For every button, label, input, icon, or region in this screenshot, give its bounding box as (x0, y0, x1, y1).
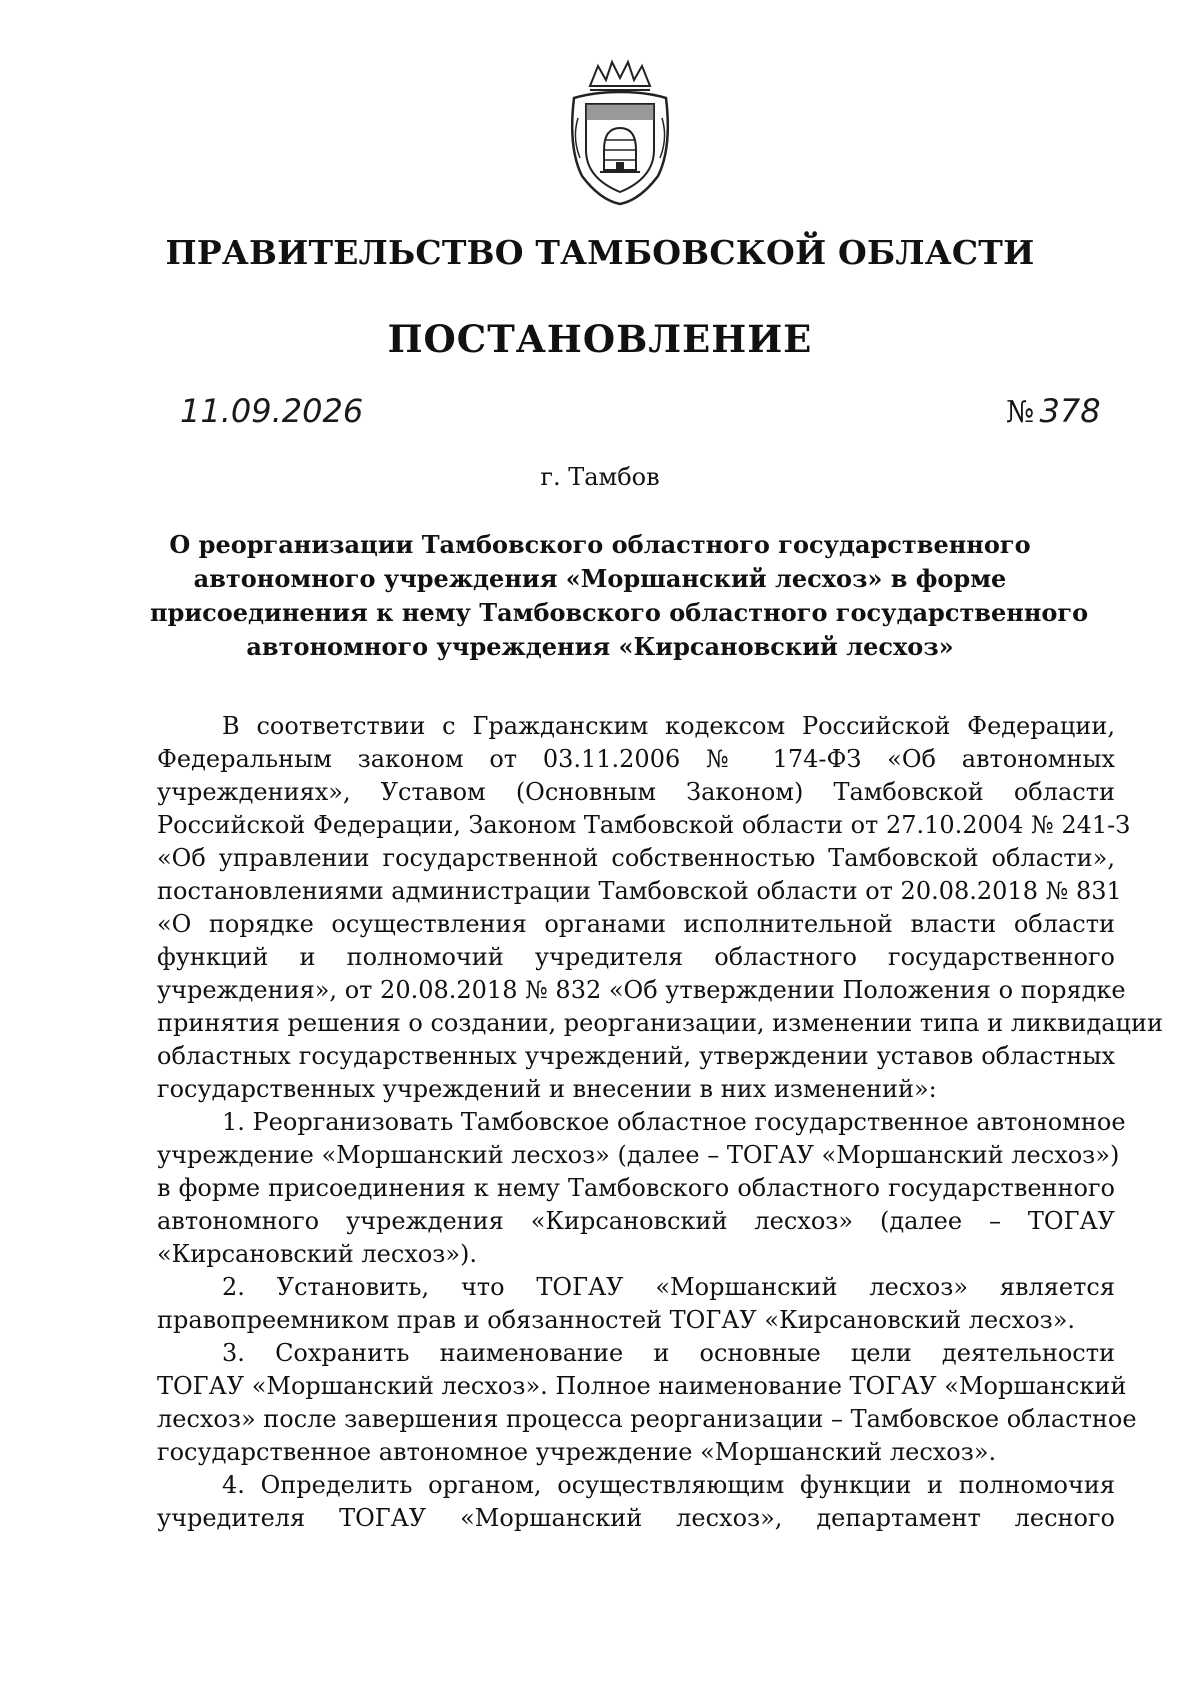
text-line: лесхоз» после завершения процесса реорганизации – Тамбовское областное (157, 1405, 1137, 1433)
document-body (157, 710, 1163, 1535)
title-line: автономного учреждения «Кирсановский лесхоз» (246, 632, 954, 661)
text-line: 1. Реорганизовать Тамбовское областное государственное автономное (222, 1108, 1126, 1136)
text-line: «Кирсановский лесхоз»). (157, 1240, 478, 1268)
text-line: учреждение «Моршанский лесхоз» (далее – ТОГАУ «Моршанский лесхоз») (157, 1141, 1120, 1169)
text-line: учреждения», от 20.08.2018 № 832 «Об утверждении Положения о порядке (157, 976, 1126, 1004)
text-line: 2. Установить, что ТОГАУ «Моршанский лесхоз» является (222, 1273, 1115, 1301)
text-line: принятия решения о создании, реорганизации, изменении типа и ликвидации (157, 1009, 1163, 1037)
text-line: правопреемником прав и обязанностей ТОГАУ «Кирсановский лесхоз». (157, 1306, 1076, 1334)
text-line: функций и полномочий учредителя областного государственного (157, 943, 1115, 971)
text-line: государственных учреждений и внесении в них изменений»: (157, 1075, 937, 1103)
preamble-paragraph (157, 710, 1163, 1106)
text-line: учреждениях», Уставом (Основным Законом) Тамбовской области (157, 778, 1115, 806)
document-date: 11.09.2026 (180, 392, 364, 430)
text-line: автономного учреждения «Кирсановский лесхоз» (далее – ТОГАУ (157, 1207, 1115, 1235)
government-name: ПРАВИТЕЛЬСТВО ТАМБОВСКОЙ ОБЛАСТИ (165, 233, 1035, 272)
clause-4 (157, 1469, 1115, 1535)
title-line: О реорганизации Тамбовского областного государственного (169, 530, 1031, 559)
text-line: 3. Сохранить наименование и основные цели деятельности (222, 1339, 1115, 1367)
document-title (150, 528, 1089, 664)
text-line: областных государственных учреждений, утверждении уставов областных (157, 1042, 1115, 1070)
number-sign: № (1006, 395, 1035, 430)
text-line: ТОГАУ «Моршанский лесхоз». Полное наименование ТОГАУ «Моршанский (157, 1372, 1127, 1400)
text-line: учредителя ТОГАУ «Моршанский лесхоз», департамент лесного (157, 1504, 1115, 1532)
clause-1 (157, 1106, 1126, 1271)
text-line: в форме присоединения к нему Тамбовского областного государственного (157, 1174, 1115, 1202)
city: г. Тамбов (540, 463, 660, 491)
text-line: «Об управлении государственной собственностью Тамбовской области», (157, 844, 1115, 872)
document-type: ПОСТАНОВЛЕНИЕ (387, 317, 813, 361)
text-line: Российской Федерации, Законом Тамбовской области от 27.10.2004 № 241-З (157, 811, 1131, 839)
title-line: присоединения к нему Тамбовского областного государственного (150, 598, 1089, 627)
text-line: 4. Определить органом, осуществляющим функции и полномочия (222, 1471, 1115, 1499)
text-line: В соответствии с Гражданским кодексом Российской Федерации, (222, 712, 1115, 740)
text-line: постановлениями администрации Тамбовской области от 20.08.2018 № 831 (157, 877, 1122, 905)
clause-2 (157, 1271, 1115, 1337)
coat-of-arms-tambov-icon (560, 58, 680, 208)
document-number (1006, 392, 1101, 430)
text-line: государственное автономное учреждение «Моршанский лесхоз». (157, 1438, 997, 1466)
clause-3 (157, 1337, 1137, 1469)
title-line: автономного учреждения «Моршанский лесхоз» в форме (193, 564, 1007, 593)
number-value: 378 (1039, 392, 1101, 430)
text-line: «О порядке осуществления органами исполнительной власти области (157, 910, 1115, 938)
text-line: Федеральным законом от 03.11.2006 № 174-ФЗ «Об автономных (157, 745, 1115, 773)
